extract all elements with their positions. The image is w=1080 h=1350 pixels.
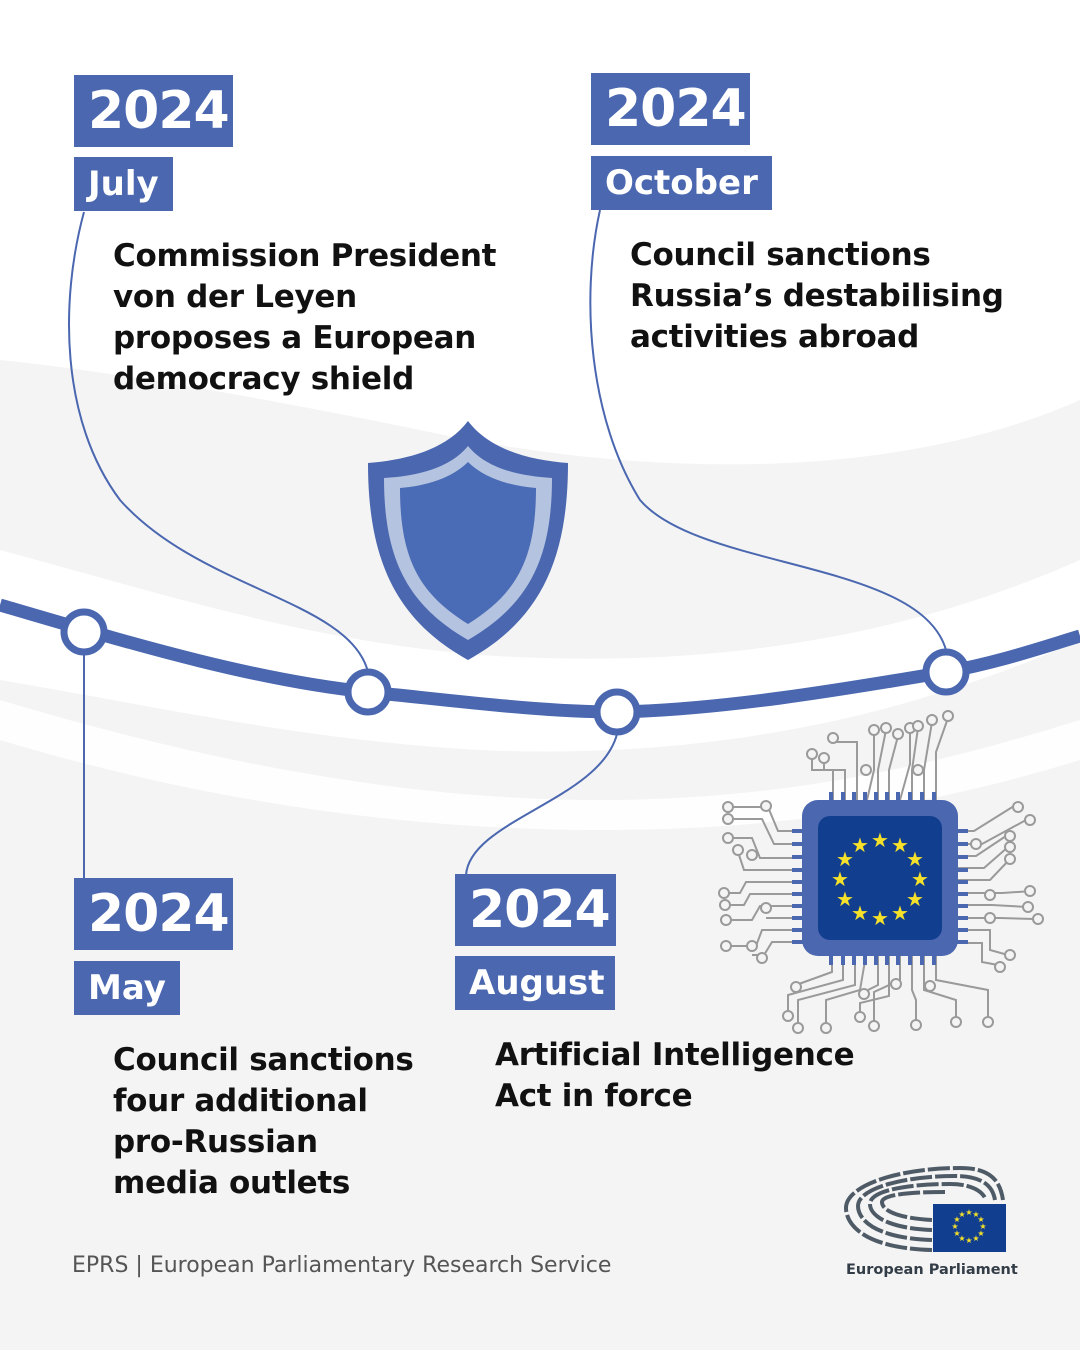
svg-text:★: ★	[851, 901, 869, 925]
european-parliament-logo	[846, 1168, 1006, 1252]
desc-line: democracy shield	[113, 361, 414, 397]
svg-text:★: ★	[851, 833, 869, 857]
event-may-year: 2024	[74, 878, 233, 950]
svg-text:★: ★	[891, 833, 909, 857]
event-july-month: July	[74, 157, 173, 211]
svg-text:★: ★	[906, 847, 924, 871]
desc-line: proposes a European	[113, 320, 477, 356]
shield-icon	[368, 421, 568, 660]
svg-text:★: ★	[951, 1222, 959, 1231]
desc-line: activities abroad	[630, 319, 919, 355]
desc-line: Russia’s destabilising	[630, 278, 1004, 314]
event-october-month: October	[591, 156, 772, 210]
svg-text:★: ★	[958, 1234, 966, 1243]
event-august-year: 2024	[455, 874, 616, 946]
european-parliament-label: European Parliament	[846, 1262, 1018, 1278]
desc-line: von der Leyen	[113, 279, 357, 315]
desc-line: Council sanctions	[630, 237, 931, 273]
desc-line: media outlets	[113, 1165, 351, 1201]
event-august-description	[495, 1035, 854, 1117]
svg-text:★: ★	[979, 1222, 987, 1231]
event-may-description	[113, 1040, 414, 1204]
desc-line: Act in force	[495, 1078, 693, 1114]
desc-line: Council sanctions	[113, 1042, 414, 1078]
event-august-month: August	[455, 956, 615, 1010]
svg-text:★: ★	[831, 867, 849, 891]
svg-text:★: ★	[891, 901, 909, 925]
svg-text:★: ★	[836, 887, 854, 911]
svg-text:★: ★	[953, 1215, 961, 1224]
svg-text:★: ★	[977, 1229, 985, 1238]
event-october-description	[630, 235, 1004, 358]
source-credit: EPRS | European Parliamentary Research Service	[72, 1253, 612, 1278]
svg-text:★: ★	[953, 1229, 961, 1238]
svg-text:★: ★	[972, 1210, 980, 1219]
desc-line: Commission President	[113, 238, 497, 274]
desc-line: pro-Russian	[113, 1124, 318, 1160]
event-october-year: 2024	[591, 73, 750, 145]
event-july-year: 2024	[74, 75, 233, 147]
desc-line: Artificial Intelligence	[495, 1037, 855, 1073]
svg-text:★: ★	[906, 887, 924, 911]
svg-text:★: ★	[965, 1208, 973, 1217]
svg-text:★: ★	[972, 1234, 980, 1243]
event-july-description	[113, 236, 496, 400]
desc-line: four additional	[113, 1083, 368, 1119]
svg-text:★: ★	[965, 1236, 973, 1245]
svg-text:★: ★	[911, 867, 929, 891]
svg-text:★: ★	[836, 847, 854, 871]
svg-text:★: ★	[871, 906, 889, 930]
svg-text:★: ★	[977, 1215, 985, 1224]
event-may-month: May	[74, 961, 180, 1015]
svg-text:★: ★	[871, 828, 889, 852]
svg-text:★: ★	[958, 1210, 966, 1219]
